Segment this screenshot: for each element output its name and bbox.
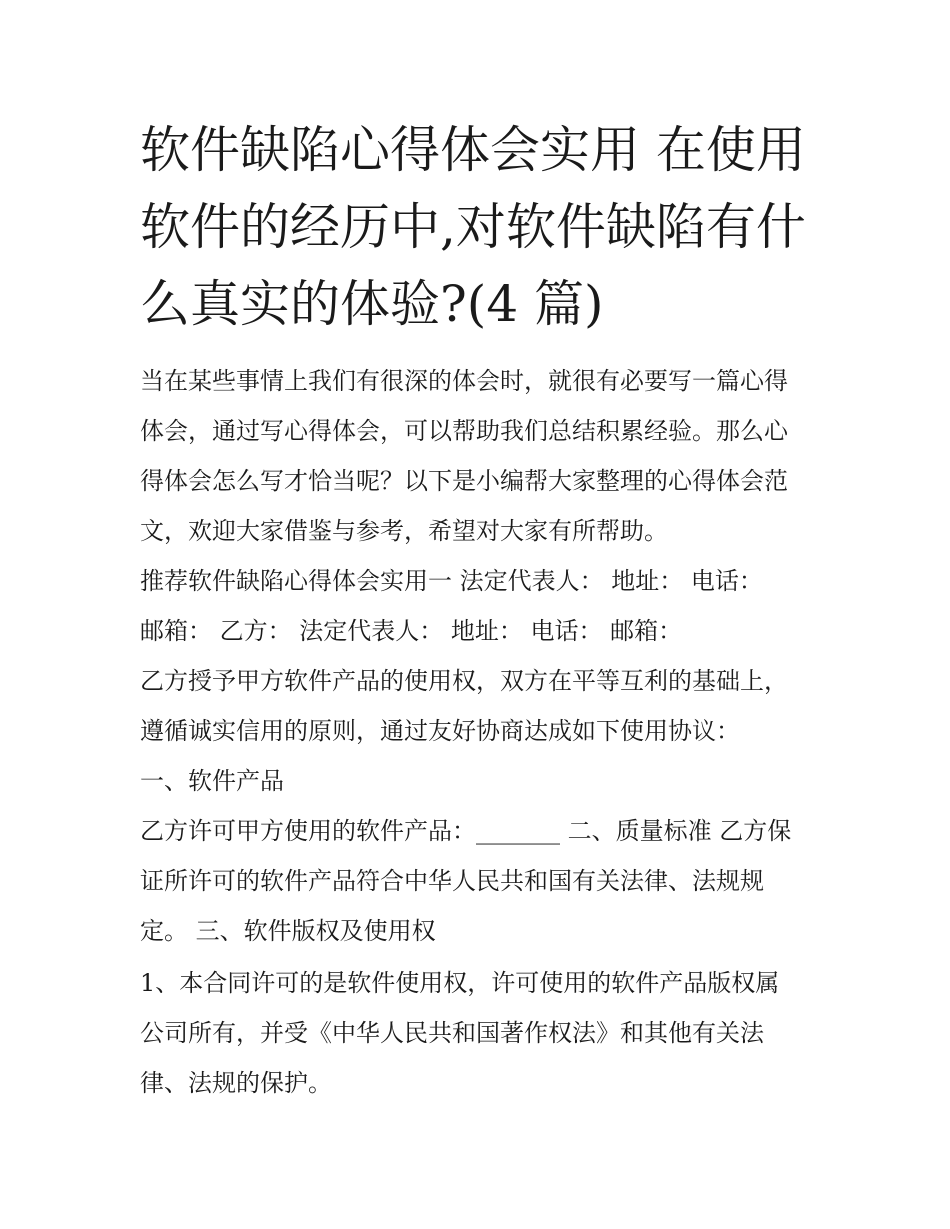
text-line: 邮箱： 乙方： 法定代表人： 地址： 电话： 邮箱： bbox=[140, 617, 683, 645]
text-line: 1、本合同许可的是软件使用权，许可使用的软件产品版权属 bbox=[140, 969, 780, 997]
text-line: 公司所有，并受《中华人民共和国著作权法》和其他有关法 bbox=[140, 1019, 764, 1047]
text-line: 文，欢迎大家借鉴与参考，希望对大家有所帮助。 bbox=[140, 517, 668, 545]
intro-paragraph bbox=[140, 356, 830, 556]
text-line: 得体会怎么写才恰当呢？以下是小编帮大家整理的心得体会范 bbox=[140, 467, 788, 495]
text-line: 体会，通过写心得体会，可以帮助我们总结积累经验。那么心 bbox=[140, 417, 788, 445]
title-line: 软件的经历中,对软件缺陷有什 bbox=[140, 198, 806, 256]
text-line: 律、法规的保护。 bbox=[140, 1069, 332, 1097]
copyright-paragraph bbox=[140, 958, 830, 1108]
section-heading bbox=[140, 756, 830, 806]
text-line: 遵循诚实信用的原则，通过友好协商达成如下使用协议： bbox=[140, 717, 740, 745]
text-line: 当在某些事情上我们有很深的体会时，就很有必要写一篇心得 bbox=[140, 367, 788, 395]
text-line: 一、软件产品 bbox=[140, 767, 284, 795]
parties-paragraph bbox=[140, 556, 830, 656]
product-paragraph bbox=[140, 806, 830, 956]
text-line: 定。 三、软件版权及使用权 bbox=[140, 917, 436, 945]
document-title bbox=[140, 112, 820, 343]
text-line: 证所许可的软件产品符合中华人民共和国有关法律、法规规 bbox=[140, 867, 764, 895]
text-line: 乙方授予甲方软件产品的使用权，双方在平等互利的基础上， bbox=[140, 667, 788, 695]
text-line: 推荐软件缺陷心得体会实用一 法定代表人： 地址： 电话： bbox=[140, 567, 763, 595]
text-line: 乙方许可甲方使用的软件产品：_______ 二、质量标准 乙方保 bbox=[140, 817, 792, 845]
grant-paragraph bbox=[140, 656, 830, 756]
title-line: 软件缺陷心得体会实用 在使用 bbox=[140, 121, 806, 179]
title-line: 么真实的体验?(4 篇) bbox=[140, 275, 604, 333]
